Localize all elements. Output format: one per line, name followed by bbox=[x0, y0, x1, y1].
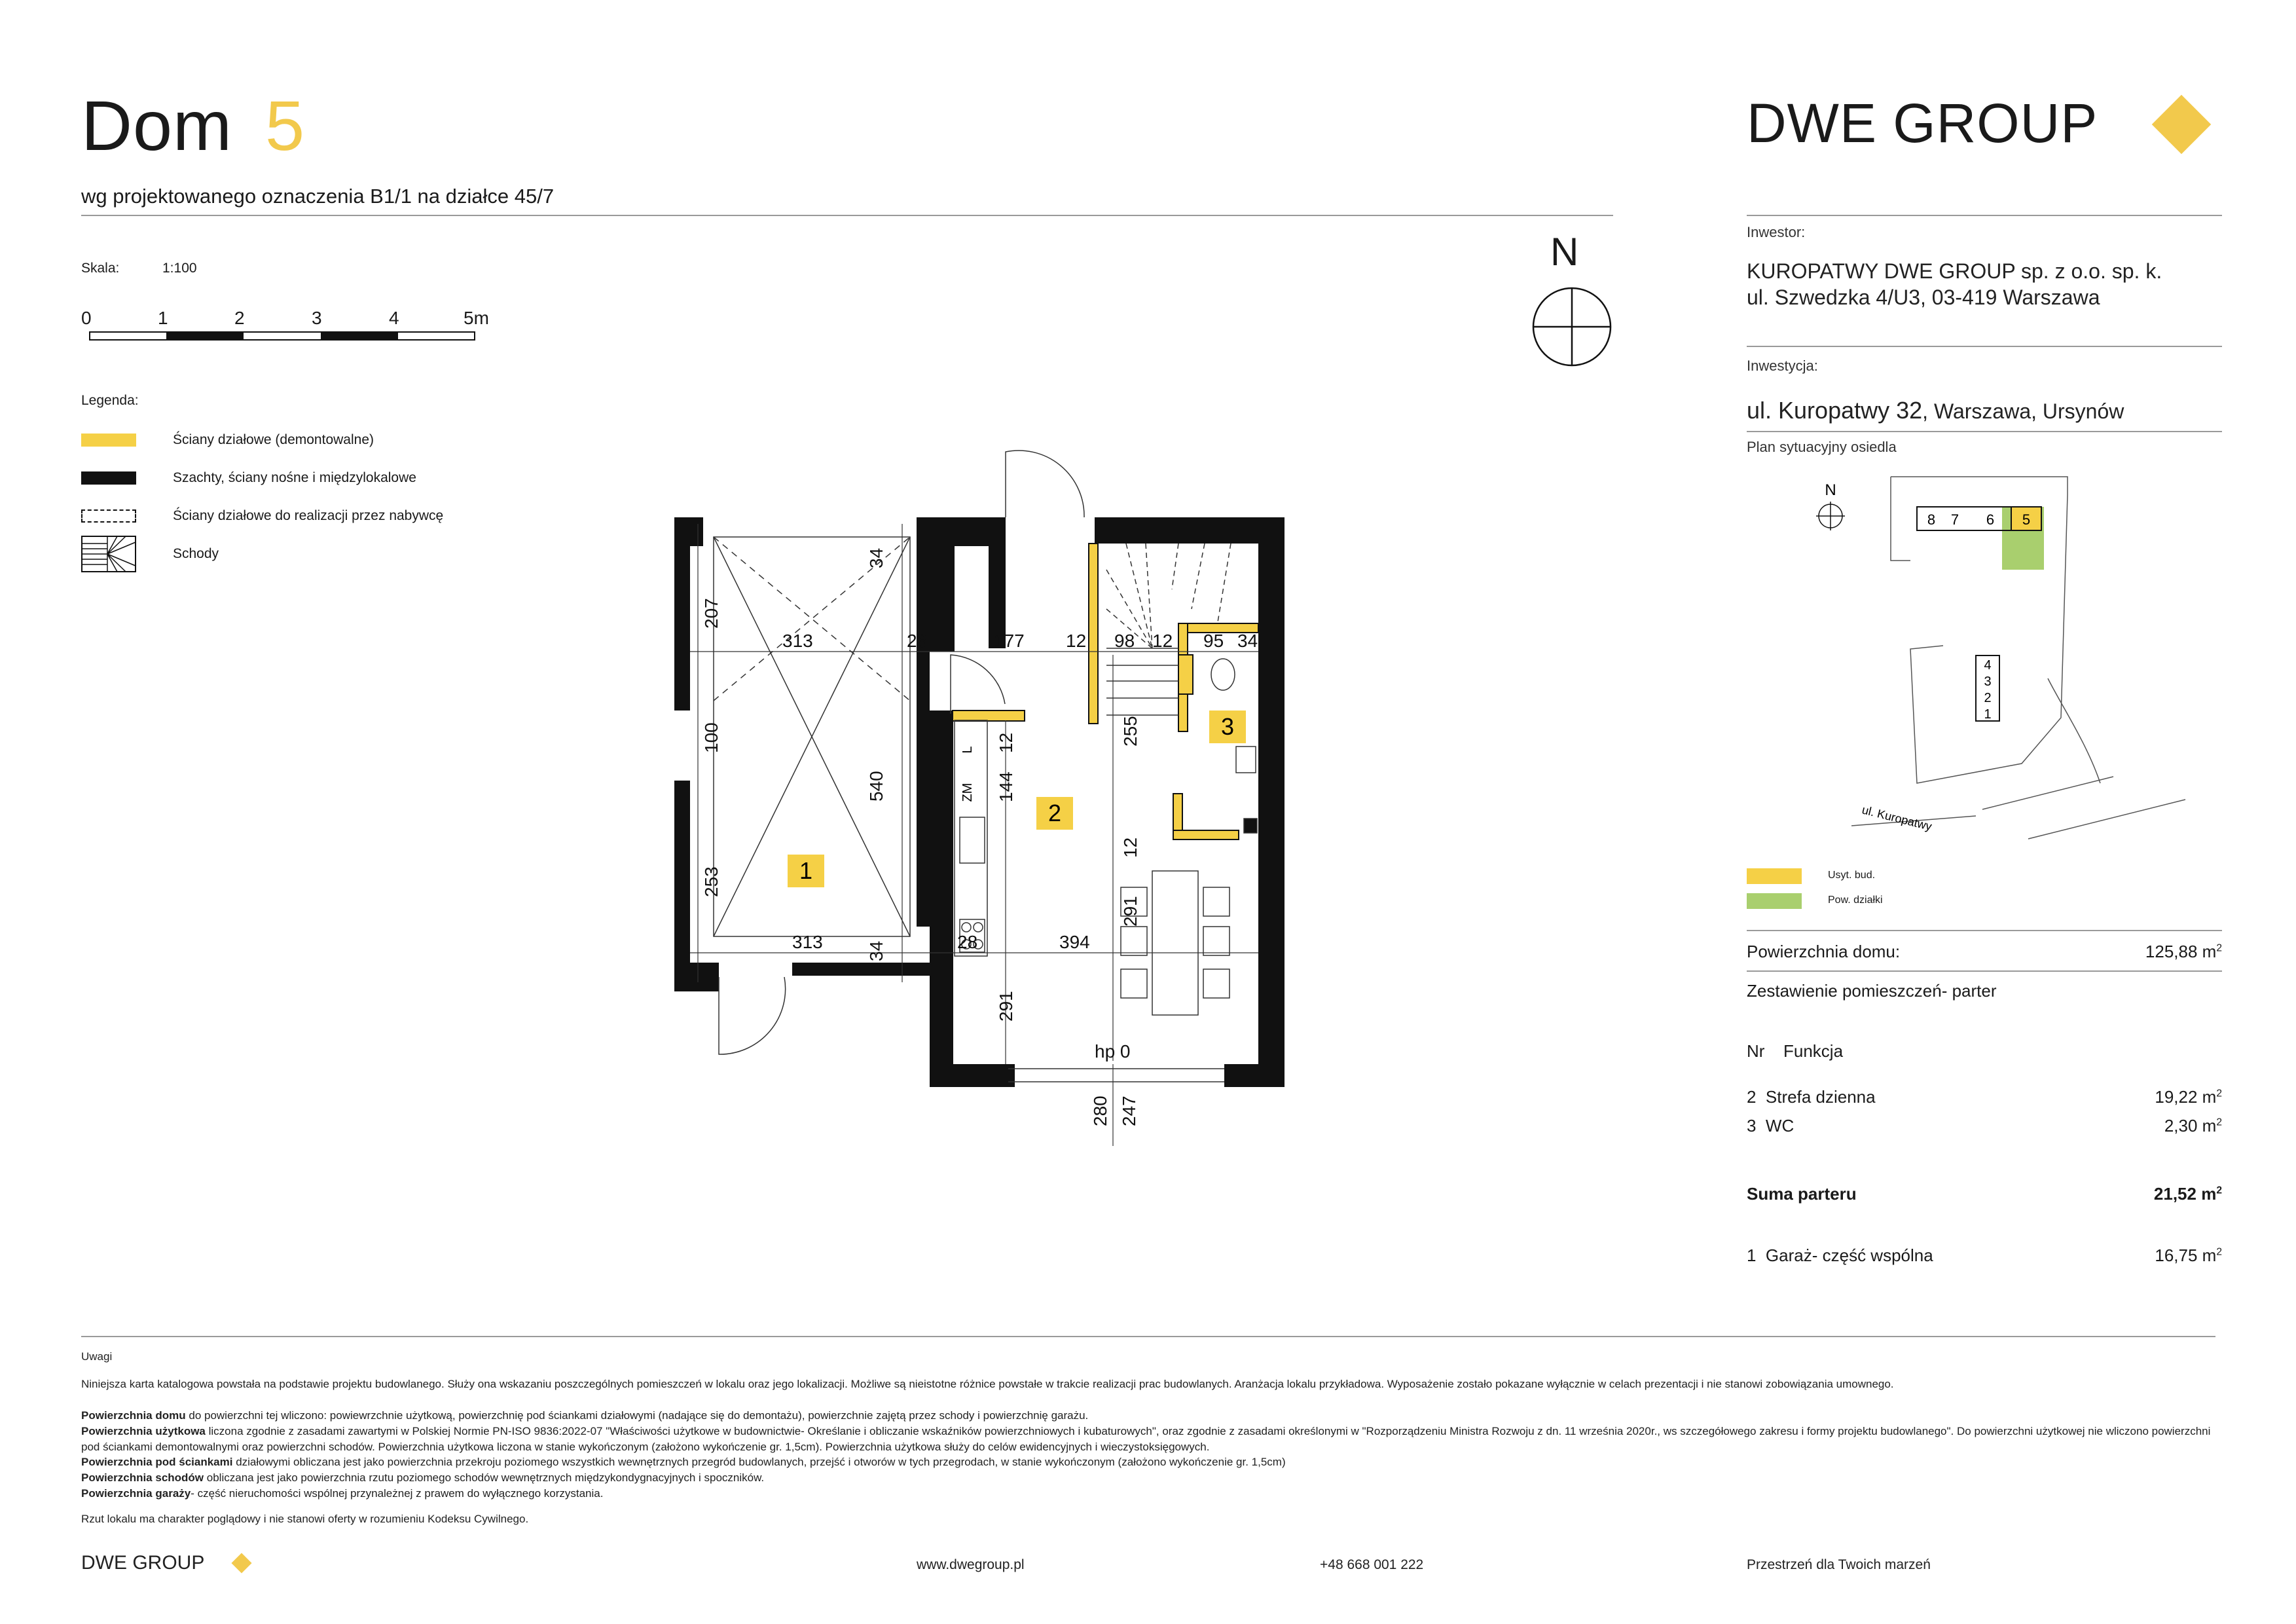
title-word: Dom bbox=[81, 86, 233, 165]
scale-tick-0: 0 bbox=[81, 308, 92, 328]
legend-label: Schody bbox=[173, 546, 219, 561]
notes-intro: Niniejsza karta katalogowa powstała na podstawie projektu budowlanego. Służy ona wskazaniu poszczególnych pomieszczeń w lokalu oraz jego lokalizacji. Możliwe są nieistotne różnice powstałe w trakcie realizacji prac budowlanych. Aranżacja lokalu przykładowa. Wyposażenie zostało pokazane wyłącznie w celach prezentacji i nie stanowi zobowiązania umownego. bbox=[81, 1378, 1894, 1390]
site-unit: 3 bbox=[1984, 674, 1992, 689]
investment-street: ul. Kuropatwy 32 bbox=[1747, 397, 1923, 424]
note-def bbox=[81, 1470, 2215, 1486]
investor-name: KUROPATWY DWE GROUP sp. z o.o. sp. k. bbox=[1747, 259, 2162, 283]
footer-website-link[interactable]: www.dwegroup.pl bbox=[917, 1557, 1025, 1572]
legend-item-yellow bbox=[81, 432, 374, 448]
dim-label: 394 bbox=[1059, 932, 1090, 952]
unit-sup: 2 bbox=[2216, 1088, 2222, 1099]
table-row bbox=[1747, 1116, 2222, 1136]
site-plan-label: Plan sytuacyjny osiedla bbox=[1747, 439, 1897, 455]
footer-slogan: Przestrzeń dla Twoich marzeń bbox=[1747, 1557, 1931, 1572]
dim-label: 12 bbox=[1152, 631, 1173, 651]
notes-divider bbox=[81, 1336, 2215, 1337]
site-plan bbox=[1747, 469, 2222, 862]
garage-area: 16,75 m bbox=[2155, 1246, 2217, 1265]
investor-label: Inwestor: bbox=[1747, 224, 1806, 240]
note-text: obliczana jest jako powierzchnia rzutu poziomego schodów wewnętrznych międzykondygnacyjnych i spoczników. bbox=[204, 1471, 765, 1485]
dim-label: 12 bbox=[1120, 837, 1140, 858]
page-title bbox=[81, 86, 306, 165]
legend-item-dashed bbox=[81, 508, 443, 524]
room-tag-2: 2 bbox=[1048, 800, 1062, 826]
dim-label: 98 bbox=[1114, 631, 1135, 651]
notes-disclaimer: Rzut lokalu ma charakter poglądowy i nie stanowi oferty w rozumieniu Kodeksu Cywilnego. bbox=[81, 1513, 529, 1525]
note-text: - część nieruchomości wspólnej przynależnej z prawem do wyłącznego korzystania. bbox=[191, 1486, 604, 1500]
scale-tick-3: 3 bbox=[312, 308, 322, 328]
legend-swatch-yellow bbox=[81, 434, 136, 447]
unit-sup: 2 bbox=[2216, 1246, 2222, 1258]
unit-sup: 2 bbox=[2216, 942, 2222, 954]
wc-fixtures bbox=[1211, 659, 1257, 833]
site-key-usable-swatch bbox=[1747, 868, 1802, 884]
summary-title bbox=[1747, 981, 2222, 1001]
garage-area-cell bbox=[2155, 1246, 2222, 1266]
notes-title: Uwagi bbox=[81, 1350, 113, 1363]
house-area-value: 125,88 m bbox=[2145, 942, 2217, 961]
panel-divider bbox=[1747, 346, 2222, 347]
site-street-label: ul. Kuropatwy bbox=[1861, 803, 1933, 834]
scale-tick-4: 4 bbox=[389, 308, 399, 328]
dim-label: 100 bbox=[701, 722, 721, 753]
note-term: Powierzchnia pod ściankami bbox=[81, 1456, 233, 1469]
scale-label: Skala: bbox=[81, 261, 120, 276]
room-tag-3: 3 bbox=[1220, 713, 1235, 740]
footer-phone[interactable]: +48 668 001 222 bbox=[1320, 1557, 1424, 1572]
note-term: Powierzchnia schodów bbox=[81, 1471, 204, 1485]
garage-row bbox=[1747, 1246, 2222, 1266]
site-unit: 6 bbox=[1986, 511, 1995, 528]
site-unit: 2 bbox=[1984, 691, 1992, 705]
legend-label: Szachty, ściany nośne i międzylokalowe bbox=[173, 470, 416, 485]
investor-address: ul. Szwedzka 4/U3, 03-419 Warszawa bbox=[1747, 286, 2100, 309]
floor-plan bbox=[655, 445, 1322, 1179]
room-nr: 3 bbox=[1747, 1116, 1757, 1135]
dim-label: 34 bbox=[1237, 631, 1258, 651]
dim-label: 12 bbox=[1066, 631, 1087, 651]
kitchen-label-dishwasher: ZM bbox=[960, 783, 975, 802]
note-def bbox=[81, 1454, 2215, 1470]
investment-address bbox=[1747, 396, 2124, 425]
investment-label: Inwestycja: bbox=[1747, 358, 1818, 374]
dim-label: 144 bbox=[996, 771, 1016, 802]
dim-label: 177 bbox=[994, 631, 1025, 651]
level-label: hp 0 bbox=[1095, 1041, 1131, 1061]
room-nr: 2 bbox=[1747, 1087, 1757, 1107]
dim-label: 280 bbox=[1090, 1096, 1110, 1126]
page-subtitle: wg projektowanego oznaczenia B1/1 na działce 45/7 bbox=[81, 185, 555, 208]
site-compass-icon bbox=[1816, 502, 1845, 530]
compass-north-label: N bbox=[1550, 230, 1579, 274]
room-name-cell bbox=[1747, 1116, 1794, 1136]
stairs-icon bbox=[81, 536, 136, 572]
garage-name: Garaż- część wspólna bbox=[1765, 1246, 1933, 1265]
scale-bar-frame bbox=[89, 331, 475, 341]
room-tag-1: 1 bbox=[799, 857, 813, 884]
scale-tick-1: 1 bbox=[158, 308, 168, 328]
house-area-label: Powierzchnia domu: bbox=[1747, 942, 1901, 961]
room-area: 19,22 m bbox=[2155, 1087, 2217, 1107]
garage-name-cell bbox=[1747, 1246, 1933, 1266]
legend-label: Ściany działowe do realizacji przez nabywcę bbox=[173, 508, 444, 523]
note-text: działowymi obliczana jest jako powierzchnia przekroju poziomego wszystkich wewnętrznych przegród budowlanych, przejść i otworów w tych przegrodach, w stanie wykończonym (założono wykończenie gr. 1,5cm) bbox=[232, 1456, 1286, 1469]
note-term: Powierzchnia użytkowa bbox=[81, 1424, 206, 1437]
panel-divider bbox=[1747, 431, 2222, 432]
dim-label: 540 bbox=[866, 771, 886, 802]
header-divider bbox=[81, 215, 1613, 216]
site-unit: 1 bbox=[1984, 707, 1992, 722]
room-name: Strefa dzienna bbox=[1765, 1087, 1876, 1107]
dining-table bbox=[1121, 871, 1230, 1015]
dim-label: 313 bbox=[792, 932, 823, 952]
note-term: Powierzchnia garaży bbox=[81, 1486, 191, 1500]
dim-label: 28 bbox=[957, 932, 978, 952]
sum-row bbox=[1747, 1184, 2222, 1204]
dim-label: 95 bbox=[1203, 631, 1224, 651]
kitchen-label-fridge: L bbox=[960, 746, 975, 754]
legend-item-black bbox=[81, 470, 416, 486]
room-area: 2,30 m bbox=[2164, 1116, 2217, 1135]
sum-label: Suma parteru bbox=[1747, 1184, 1857, 1204]
legend-title: Legenda: bbox=[81, 393, 139, 408]
brand-diamond-icon bbox=[2152, 95, 2212, 155]
site-unit: 4 bbox=[1984, 658, 1992, 673]
site-north-label: N bbox=[1825, 481, 1836, 499]
legend-item-stairs bbox=[81, 536, 219, 572]
site-key-plot-label: Pow. działki bbox=[1828, 895, 1883, 906]
scale-tick-5: 5m bbox=[464, 308, 489, 328]
sum-value: 21,52 m bbox=[2153, 1184, 2217, 1204]
table-row bbox=[1747, 1087, 2222, 1107]
note-text: liczona zgodnie z zasadami zawartymi w Polskiej Normie PN-ISO 9836:2022-07 "Właściwości użytkowe w budownictwie- Określanie i obliczanie wskaźników powierzchniowych i kubaturowych", oraz zgodnie z zasadami określonymi w "Rozporządzeniu Ministra Rozwoju z dn. 11 września 2020r., ws szczegółowego zakresu i formy projektu budowlanego". Do powierzchni użytkowej nie wliczono powierzchni pod ściankami demontowalnymi oraz powierzchni schodów. Powierzchnia użytkowa liczona w stanie wykończonym (założono wykończenie gr. 1,5cm). Powierzchnia użytkowa służy do celów ewidencyjnych i wieczystoksięgowych. bbox=[81, 1424, 2211, 1453]
dim-label: 253 bbox=[701, 866, 721, 897]
dim-label: 34 bbox=[866, 547, 886, 568]
dim-label: 313 bbox=[782, 631, 813, 651]
site-unit: 7 bbox=[1950, 511, 1959, 528]
table-header bbox=[1747, 1041, 2222, 1061]
summary-title-text: Zestawienie pomieszczeń- parter bbox=[1747, 981, 1997, 1001]
unit-sup: 2 bbox=[2216, 1185, 2222, 1196]
house-area-value-wrap bbox=[2145, 942, 2222, 962]
site-side-units bbox=[1984, 658, 1991, 722]
dim-label: 291 bbox=[996, 991, 1016, 1022]
site-unit: 8 bbox=[1927, 511, 1936, 528]
note-text: do powierzchni tej wliczono: powiewrzchnie użytkową, powierzchnię pod ściankami działowymi (nadające się do demontażu), powierzchnie zajętą przez schody i powierzchnię garażu. bbox=[185, 1409, 1089, 1422]
note-def bbox=[81, 1486, 2215, 1502]
structural-walls bbox=[674, 517, 1285, 1087]
dim-label: 291 bbox=[1120, 896, 1140, 927]
legend-swatch-dashed bbox=[81, 509, 136, 523]
panel-divider-top bbox=[1747, 215, 2222, 216]
kitchen bbox=[955, 720, 987, 956]
dim-label: 28 bbox=[907, 631, 928, 651]
unit-sup: 2 bbox=[2216, 1116, 2222, 1128]
room-name: WC bbox=[1765, 1116, 1795, 1135]
dim-label: 247 bbox=[1119, 1096, 1139, 1126]
footer-diamond-icon bbox=[231, 1553, 251, 1573]
legend-swatch-black bbox=[81, 471, 136, 485]
site-key-usable-label: Usyt. bud. bbox=[1828, 870, 1876, 881]
notes-definitions bbox=[81, 1408, 2215, 1502]
site-key-plot-swatch bbox=[1747, 893, 1802, 909]
col-function: Funkcja bbox=[1783, 1041, 1844, 1061]
room-area-cell bbox=[2164, 1116, 2222, 1136]
footer-brand: DWE GROUP bbox=[81, 1552, 205, 1574]
note-def bbox=[81, 1424, 2215, 1455]
room-name-cell bbox=[1747, 1087, 1876, 1107]
dim-label: 207 bbox=[701, 598, 721, 629]
panel-divider bbox=[1747, 930, 2222, 931]
sum-value-wrap bbox=[2154, 1184, 2222, 1204]
dim-label: 12 bbox=[996, 732, 1016, 753]
scale-value: 1:100 bbox=[162, 261, 197, 276]
col-nr: Nr bbox=[1747, 1041, 1765, 1061]
scale-tick-2: 2 bbox=[234, 308, 245, 328]
investment-city: , Warszawa, Ursynów bbox=[1922, 399, 2124, 423]
brand-logo-text: DWE GROUP bbox=[1747, 92, 2098, 154]
compass-icon bbox=[1531, 286, 1613, 368]
panel-divider bbox=[1747, 970, 2222, 972]
dim-label: 255 bbox=[1120, 716, 1140, 747]
house-area-row bbox=[1747, 942, 2222, 962]
site-unit: 5 bbox=[2022, 511, 2031, 528]
dim-label: 34 bbox=[866, 940, 886, 961]
garage-nr: 1 bbox=[1747, 1246, 1757, 1265]
room-area-cell bbox=[2155, 1087, 2222, 1107]
legend-label: Ściany działowe (demontowalne) bbox=[173, 432, 374, 447]
note-def bbox=[81, 1408, 2215, 1424]
house-number: 5 bbox=[265, 86, 306, 165]
note-term: Powierzchnia domu bbox=[81, 1409, 186, 1422]
